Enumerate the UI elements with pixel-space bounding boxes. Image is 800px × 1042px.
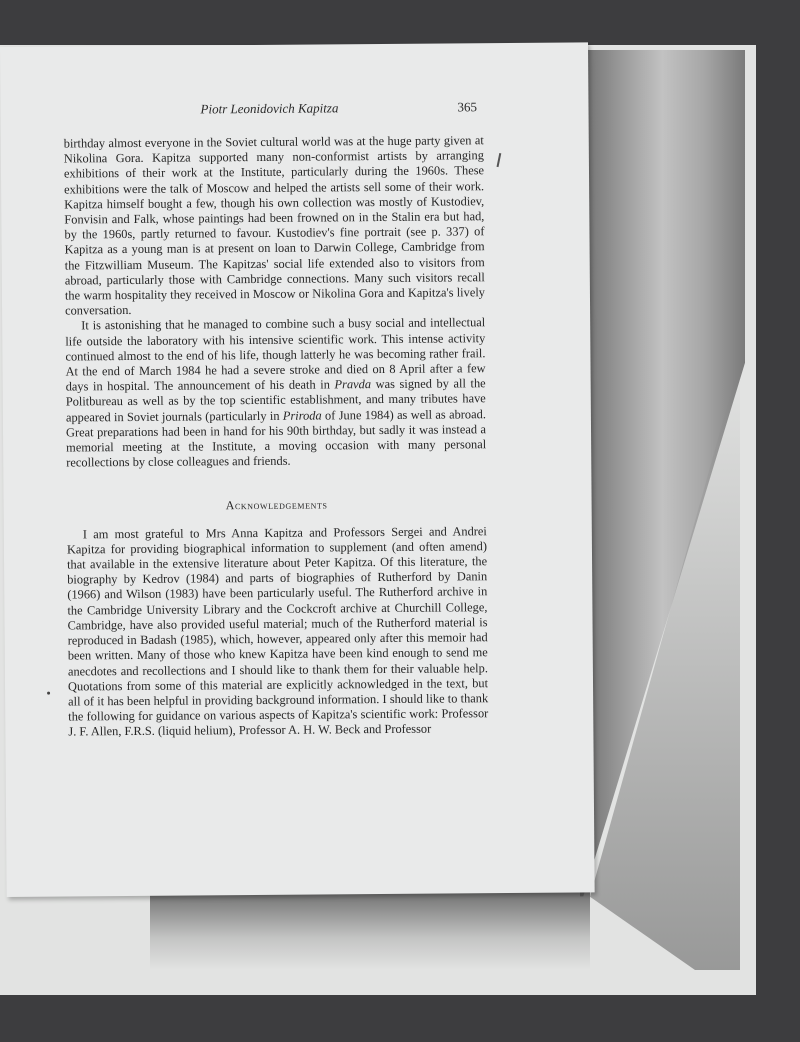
book-page	[0, 42, 595, 897]
paragraph-acknowledgements: I am most grateful to Mrs Anna Kapitza and Professors Sergei and Andrei Kapitza for providing biographical information to supplement (and often amend) that available in the extensive literature about Peter Kapitza. Of this literature, the biography by Kedrov (1984) and parts of biographies of Rutherford by Danin (1966) and Wilson (1983) have been particularly useful. The Rutherford archive in the Cambridge University Library and the Cockcroft archive at Churchill College, Cambridge, have also provided useful material; much of the Rutherford material is reproduced in Badash (1985), which, however, appeared only after this memoir had been written. Many of those who knew Kapitza have been kind enough to send me anecdotes and recollections and I should like to thank them for their valuable help. Quotations from some of this material are explicitly acknowledged in the text, but all of it has been helpful in providing background information. I should like to thank the following for guidance on various aspects of Kapitza's scientific work: Professor J. F. Allen, F.R.S. (liquid helium), Professor A. H. W. Beck and Professor	[66, 523, 489, 739]
running-title: Piotr Leonidovich Kapitza	[200, 100, 339, 117]
paragraph-death-part-2: was signed by all the Politbureau as well as by the top scientific establishment, and many tributes have appeared in Soviet journals (particularly in	[65, 376, 486, 425]
paragraph-death-part-3: of June 1984) as well as abroad. Great preparations had been in hand for his 90th birthday, but sadly it was instead a memorial meeting at the Institute, a moving occasion with many personal recollections by close colleagues and friends.	[65, 406, 487, 470]
margin-dot-mark	[47, 692, 50, 695]
paragraph-death	[65, 316, 486, 471]
priroda-title: Priroda	[282, 408, 322, 423]
bottom-edge-shadow	[150, 890, 590, 970]
paragraph-death-part-1: It is astonishing that he managed to combine such a busy social and intellectual life outside the laboratory with his intensive scientific work. This intense activity continued almost to the end of his life, though latterly he was becoming rather frail. At the end of March 1984 he had a severe stroke and died on 8 April after a few days in hospital. The announcement of his death in	[65, 315, 486, 394]
section-heading-acknowledgements: Acknowledgements	[225, 497, 328, 513]
margin-pencil-mark	[497, 153, 502, 167]
body-text	[64, 133, 489, 740]
page-header	[0, 98, 588, 123]
paragraph-birthday: birthday almost everyone in the Soviet cultural world was at the huge party given at Nikolina Gora. Kapitza supported many non-conformist artists by arranging exhibitions of their work at the Institute, particularly during the 1960s. These exhibitions were the talk of Moscow and helped the artists sell some of their work. Kapitza himself bought a few, though his own collection was mostly of Kustodiev, Fonvisin and Falk, whose paintings had been frowned on in the Stalin era but had, by the 1960s, partly returned to favour. Kustodiev's fine portrait (see p. 337) of Kapitza as a young man is at present on loan to Darwin College, Cambridge from the Fitzwilliam Museum. The Kapitzas' social life extended also to visitors from abroad, particularly those with Cambridge connections. Many such visitors recall the warm hospitality they received in Moscow or Nikolina Gora and Kapitza's lively conversation.	[63, 133, 485, 318]
pravda-title: Pravda	[334, 377, 372, 392]
page-number: 365	[457, 99, 478, 115]
